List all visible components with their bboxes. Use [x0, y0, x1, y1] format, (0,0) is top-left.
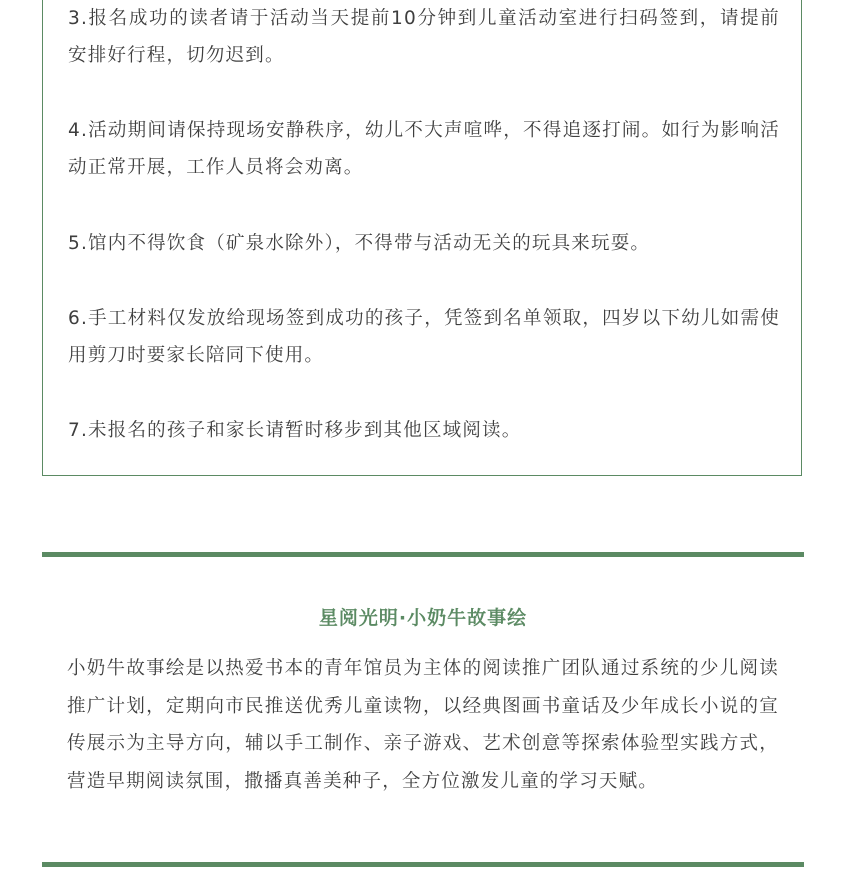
rule-item-6: 6.手工材料仅发放给现场签到成功的孩子，凭签到名单领取，四岁以下幼儿如需使用剪刀时要家长陪同下使用。: [68, 308, 780, 366]
rule-item-7: 7.未报名的孩子和家长请暂时移步到其他区域阅读。: [68, 420, 522, 441]
section-divider-bottom: [42, 862, 804, 867]
story-section-body: 小奶牛故事绘是以热爱书本的青年馆员为主体的阅读推广团队通过系统的少儿阅读推广计划，定期向市民推送优秀儿童读物，以经典图画书童话及少年成长小说的宣传展示为主导方向，辅以手工制作、亲子游戏、艺术创意等探索体验型实践方式，营造早期阅读氛围，撒播真善美种子，全方位激发儿童的学习天赋。: [67, 658, 779, 792]
rule-item-4: 4.活动期间请保持现场安静秩序，幼儿不大声喧哗，不得追逐打闹。如行为影响活动正常开展，工作人员将会劝离。: [68, 120, 780, 178]
rule-item-3: 3.报名成功的读者请于活动当天提前10分钟到儿童活动室进行扫码签到，请提前安排好行程，切勿迟到。: [68, 8, 780, 66]
story-section-title: 星阅光明·小奶牛故事绘: [318, 607, 528, 629]
activity-rules-box: [42, 0, 802, 476]
rule-item-5: 5.馆内不得饮食（矿泉水除外），不得带与活动无关的玩具来玩耍。: [68, 233, 651, 254]
section-divider-top: [42, 552, 804, 557]
